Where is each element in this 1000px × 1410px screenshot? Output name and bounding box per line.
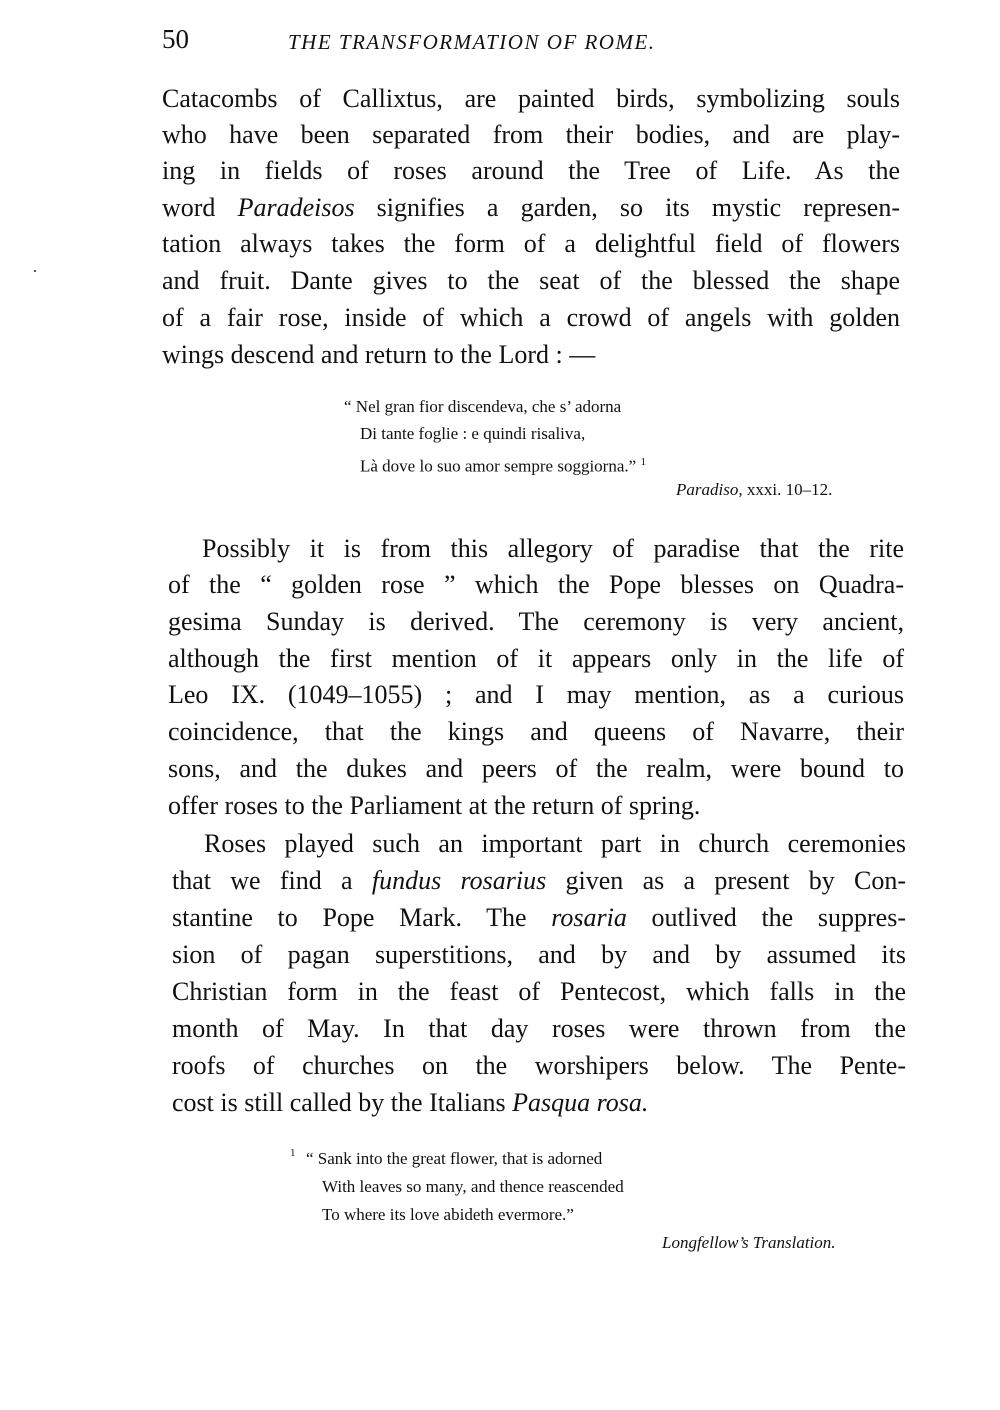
text-line — [162, 193, 900, 223]
text-line: who have been separated from their bodies, and are play- — [162, 120, 900, 149]
italic-term: Paradeisos — [237, 193, 355, 222]
italic-term: Pasqua rosa. — [512, 1088, 649, 1117]
verse-line — [360, 452, 646, 477]
running-title: THE TRANSFORMATION OF ROME. — [288, 30, 656, 54]
text-line: sion of pagan superstitions, and by and by assumed its — [172, 940, 906, 969]
italic-term: fundus rosarius — [371, 866, 547, 895]
text-line: Roses played such an important part in church ceremonies — [204, 829, 906, 858]
text-run: cost is still called by the Italians — [172, 1088, 513, 1117]
footnote-attribution: Longfellow’s Translation. — [662, 1233, 836, 1252]
text-line: gesima Sunday is derived. The ceremony is very ancient, — [168, 607, 904, 636]
text-line: tation always takes the form of a delightful field of flowers — [162, 229, 900, 258]
footnote-line: “ Sank into the great flower, that is adorned — [306, 1149, 603, 1168]
text-line — [172, 866, 906, 896]
italic-term: Paradiso, — [676, 480, 743, 499]
text-run: outlived the suppres- — [626, 903, 906, 932]
text-run: that we find a — [172, 866, 372, 895]
verse-line: Di tante foglie : e quindi risaliva, — [360, 424, 586, 443]
verse-citation — [676, 480, 832, 500]
text-run: signifies a garden, so its mystic represen- — [354, 193, 901, 222]
page-number: 50 — [162, 24, 189, 54]
footnote-marker: 1 — [290, 1147, 296, 1159]
text-line: of the “ golden rose ” which the Pope blesses on Quadra- — [168, 570, 904, 599]
verse-line: “ Nel gran fior discendeva, che s’ adorna — [344, 397, 622, 416]
text-run: stantine to Pope Mark. The — [172, 903, 552, 932]
text-line: offer roses to the Parliament at the return of spring. — [168, 791, 701, 820]
text-line: although the first mention of it appears only in the life of — [168, 644, 904, 673]
text-run: xxxi. 10–12. — [742, 480, 833, 499]
text-line: coincidence, that the kings and queens of Navarre, their — [168, 717, 904, 746]
text-run: word — [162, 193, 238, 222]
footnote-reference: 1 — [640, 456, 646, 468]
footnote-line: With leaves so many, and thence reascended — [322, 1177, 624, 1196]
text-line: month of May. In that day roses were thrown from the — [172, 1014, 906, 1043]
text-line — [172, 1088, 906, 1118]
italic-term: rosaria — [551, 903, 627, 932]
text-line: wings descend and return to the Lord : — — [162, 340, 596, 369]
text-line: and fruit. Dante gives to the seat of the blessed the shape — [162, 266, 900, 295]
text-line: of a fair rose, inside of which a crowd of angels with golden — [162, 303, 900, 332]
text-line: sons, and the dukes and peers of the realm, were bound to — [168, 754, 904, 783]
footnote-line: To where its love abideth evermore.” — [322, 1205, 574, 1224]
text-run: given as a present by Con- — [546, 866, 906, 895]
text-line: roofs of churches on the worshipers below. The Pente- — [172, 1051, 906, 1080]
text-line: Christian form in the feast of Pentecost, which falls in the — [172, 977, 906, 1006]
text-line: Possibly it is from this allegory of paradise that the rite — [202, 534, 904, 563]
text-run: Là dove lo suo amor sempre soggiorna.” — [360, 456, 637, 476]
text-line: ing in fields of roses around the Tree of Life. As the — [162, 156, 900, 185]
text-line: Leo IX. (1049–1055) ; and I may mention, as a curious — [168, 680, 904, 709]
stray-mark — [34, 270, 36, 272]
text-line — [172, 903, 906, 933]
text-line: Catacombs of Callixtus, are painted birds, symbolizing souls — [162, 84, 900, 113]
